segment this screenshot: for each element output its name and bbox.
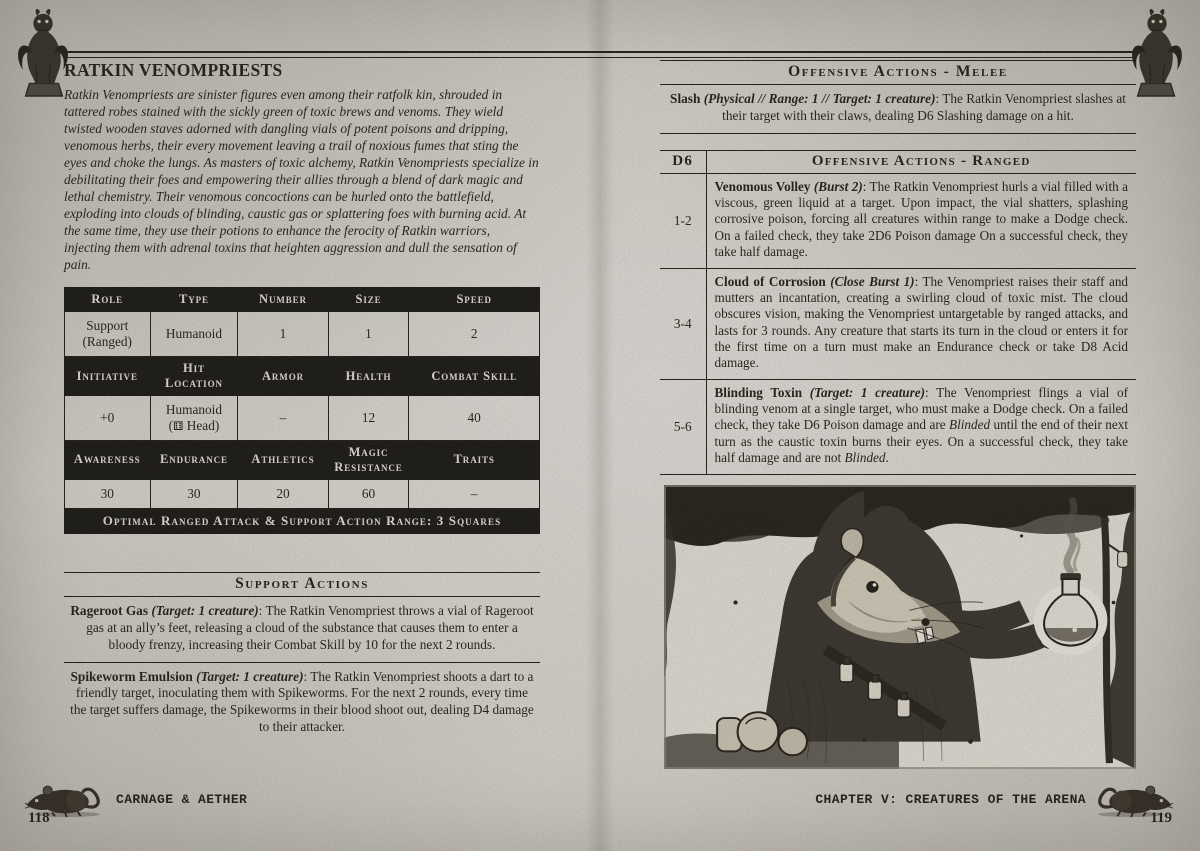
stat-value-number: 1: [238, 312, 328, 357]
action-qualifier: (Target: 1 creature): [151, 602, 259, 618]
stat-value-traits: –: [409, 479, 540, 508]
stat-header-size: Size: [328, 288, 409, 312]
action-name: Venomous Volley: [714, 178, 811, 194]
action-text: .: [885, 450, 889, 466]
stat-value-endurance: 30: [150, 479, 238, 508]
right-page: [660, 60, 1136, 769]
action-qualifier: (Target: 1 creature): [809, 384, 925, 400]
hit-location-die-icon: ⚅: [173, 419, 184, 434]
action-name: Rageroot Gas: [70, 602, 148, 618]
stat-header-armor: Armor: [238, 357, 328, 396]
d6-range: 3-4: [660, 268, 706, 379]
ranged-actions-heading: Offensive Actions - Ranged: [706, 150, 1136, 173]
melee-action-entry: [660, 85, 1136, 134]
d6-range: 1-2: [660, 173, 706, 268]
stats-range-note: Optimal Ranged Attack & Support Action Range: 3 Squares: [65, 508, 540, 533]
melee-actions-section: [660, 60, 1136, 134]
action-qualifier: (Target: 1 creature): [196, 668, 304, 684]
action-qualifier: (Burst 2): [813, 178, 863, 194]
support-action-entry: [64, 597, 540, 663]
stat-value-hit-location: [150, 396, 238, 441]
ranged-action-row: [660, 268, 1136, 379]
creature-description: Ratkin Venompriests are sinister figures even among their ratfolk kin, shrouded in tattered robes stained with the sickly green of toxic brews and venoms. They wield twisted wooden staves adorned with dangling vials of potent poisons and dripping, venomous herbs, their every movement leaving a trail of noxious fumes that sting the eyes and choke the lungs. As masters of toxic alchemy, Ratkin Venompriests specialize in debilitating their foes and empowering their allies through a blend of dark magic and lethal chemistry. Their venomous concoctions can be hurled onto the battlefield, exploding into clouds of blinding, caustic gas or splattering foes with burning acid. At the same time, they use their potions to enhance the ferocity of Ratkin warriors, injecting them with adrenal toxins that heighten aggression and dull the sensation of pain.: [64, 87, 539, 273]
stat-header-number: Number: [238, 288, 328, 312]
stat-header-athletics: Athletics: [238, 440, 328, 479]
stat-value-size: 1: [328, 312, 409, 357]
d6-column-header: D6: [660, 150, 706, 173]
stat-header-role: Role: [65, 288, 151, 312]
page-number-right: 119: [1150, 810, 1172, 826]
hit-location-line1: Humanoid: [165, 402, 222, 418]
top-ornament-rule: [64, 51, 1136, 58]
ranged-action-cell: [706, 173, 1136, 268]
book-title-footer: CARNAGE & AETHER: [116, 792, 248, 807]
stat-header-endurance: Endurance: [150, 440, 238, 479]
stat-value-awareness: 30: [65, 479, 151, 508]
stat-value-speed: 2: [409, 312, 540, 357]
ranged-action-cell: [706, 268, 1136, 379]
stat-value-armor: –: [238, 396, 328, 441]
creature-title: RATKIN VENOMPRIESTS: [64, 60, 283, 80]
action-name: Spikeworm Emulsion: [70, 668, 193, 684]
ranged-actions-table: [660, 150, 1136, 475]
venompriest-illustration: [664, 485, 1136, 769]
action-text: : The Ratkin Venompriest throws a vial of Rageroot gas at an ally’s feet, releasing a cloud of the substance that causes them to enter a bloody frenzy, increasing their Combat Skill by 10 for the next 2 rounds.: [86, 602, 534, 652]
stat-header-initiative: Initiative: [65, 357, 151, 396]
action-text: : The Ratkin Venompriest shoots a dart to a friendly target, inoculating them with Spikeworms. For the next 2 rounds, every time the target suffers damage, the Spikeworms in their blood shoot out, dealing D4 damage to their attacker.: [70, 668, 534, 735]
stat-value-athletics: 20: [238, 479, 328, 508]
support-action-entry: [64, 663, 540, 745]
condition-keyword: Blinded: [844, 450, 886, 466]
creature-stats-table: [64, 287, 540, 534]
page-fold-shadow: [586, 0, 614, 851]
action-text: until the end of their next turn as the caustic toxin burns their eyes. On a successful check, they take half damage and are not: [714, 417, 1129, 466]
action-text: : The Venompriest raises their staff and mutters an incantation, creating a swirling cloud of toxic mist. The cloud obscures vision, making the Venompriest untargetable by ranged attacks, and lasts for 3 rounds. Any creature that starts its turn in the cloud or enters it for the first time on a turn must make an Endurance check or take D8 Acid damage.: [714, 273, 1129, 371]
d6-range: 5-6: [660, 379, 706, 474]
stat-header-health: Health: [328, 357, 409, 396]
support-actions-section: [64, 572, 540, 744]
action-text: : The Venompriest flings a vial of blinding venom at a single target, who must make a Dodge check. On a failed check, they take D6 Poison damage and are: [714, 384, 1129, 433]
stat-header-speed: Speed: [409, 288, 540, 312]
action-text: : The Ratkin Venompriest hurls a vial filled with a viscous, green liquid at a target. Upon impact, the vial shatters, splashing corrosive poison, forcing all creatures within range to make a Dodge check. On a failed check, they take 2D6 Poison damage On a successful check, they take half damage.: [714, 178, 1128, 260]
stat-value-health: 12: [328, 396, 409, 441]
support-actions-heading: Support Actions: [64, 573, 540, 597]
stat-header-type: Type: [150, 288, 238, 312]
stat-value-magic-resistance: 60: [328, 479, 409, 508]
gargoyle-ornament-top-right-icon: [1128, 6, 1186, 98]
action-text: : The Ratkin Venompriest slashes at their target with their claws, dealing D6 Slashing damage on a hit.: [722, 91, 1126, 123]
stat-value-type: Humanoid: [150, 312, 238, 357]
stat-value-combat-skill: 40: [409, 396, 540, 441]
stat-value-initiative: +0: [65, 396, 151, 441]
action-name: Cloud of Corrosion: [714, 273, 826, 289]
chapter-title-footer: CHAPTER V: CREATURES OF THE ARENA: [815, 792, 1086, 807]
page-number-left: 118: [28, 810, 50, 826]
action-name: Blinding Toxin: [714, 384, 803, 400]
hit-location-close: Head): [183, 418, 220, 434]
action-qualifier: (Physical // Range: 1 // Target: 1 creature): [703, 91, 936, 106]
ranged-action-cell: [706, 379, 1136, 474]
stat-header-traits: Traits: [409, 440, 540, 479]
stat-value-role: Support (Ranged): [65, 312, 151, 357]
stat-header-awareness: Awareness: [65, 440, 151, 479]
left-page: [64, 60, 540, 744]
melee-actions-heading: Offensive Actions - Melee: [660, 61, 1136, 85]
stat-header-combat-skill: Combat Skill: [409, 357, 540, 396]
ranged-action-row: [660, 379, 1136, 474]
stat-header-magic-resistance: Magic Resistance: [328, 440, 409, 479]
condition-keyword: Blinded: [949, 417, 991, 433]
action-name: Slash: [670, 91, 701, 106]
hit-location-open: (: [168, 418, 174, 434]
stat-header-hit-location: Hit Location: [150, 357, 238, 396]
ranged-action-row: [660, 173, 1136, 268]
action-qualifier: (Close Burst 1): [830, 273, 915, 289]
